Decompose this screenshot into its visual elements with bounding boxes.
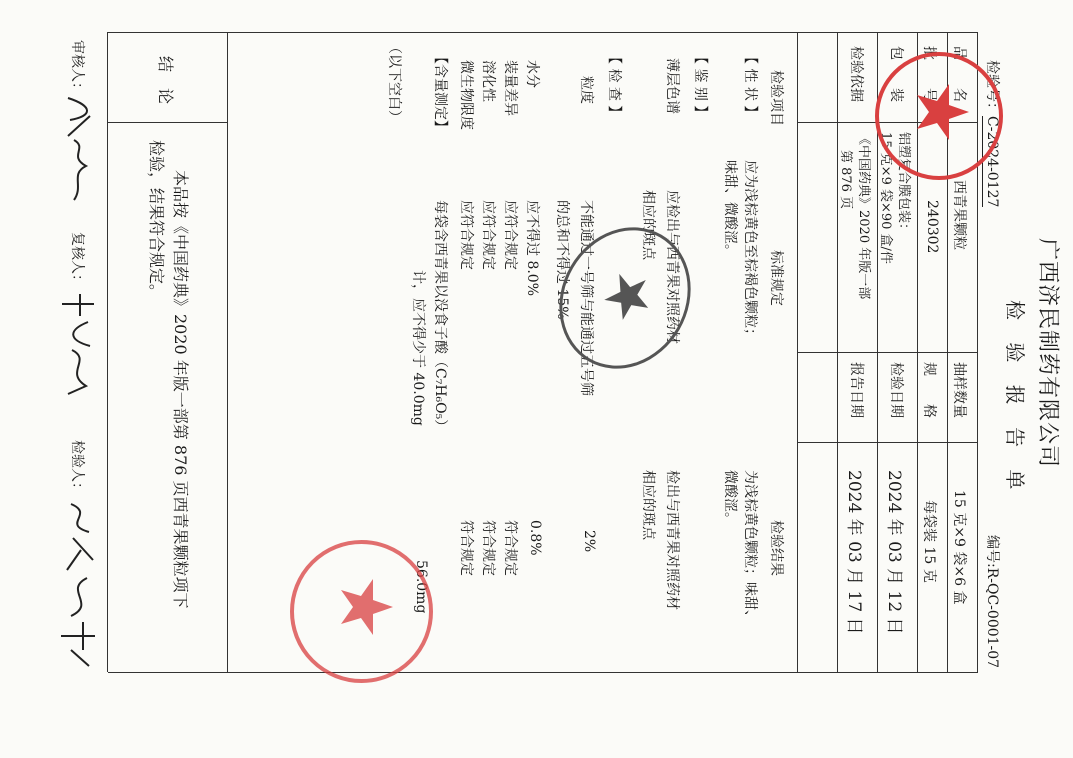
- row-divider: [227, 32, 228, 672]
- company-name: 广西济民制药有限公司: [1035, 238, 1060, 469]
- basis-line-2: 第 876 页: [838, 150, 853, 210]
- table-border-right: [108, 672, 978, 673]
- name-label: 品 名: [951, 46, 967, 102]
- sample-qty-value: 15 克×9 袋×6 盒: [951, 490, 967, 605]
- inspect-date-value: 2024 年 03 月 12 日: [884, 470, 904, 635]
- res-granularity: 2%: [581, 530, 597, 553]
- section-identification: 【 鉴 别 】: [692, 50, 708, 120]
- res-appearance-2: 微酸涩。: [722, 470, 738, 526]
- res-fill-diff: 符合规定: [502, 520, 518, 576]
- section-check: 【 检 查 】: [606, 50, 622, 120]
- res-tlc-2: 相应的斑点: [640, 470, 656, 540]
- spec-label: 规 格: [921, 362, 937, 418]
- conclusion-line-2: 检验，结果符合规定。: [147, 140, 166, 301]
- checker-signature: [52, 290, 98, 400]
- spec-value: 每袋装 15 克: [921, 500, 937, 583]
- pack-line-1: 铝塑复合膜包装：: [896, 132, 911, 237]
- section-assay: 【含量测定】: [432, 50, 448, 134]
- res-appearance-1: 为浅棕黄色颗粒；味甜、: [742, 470, 758, 624]
- table-border-bottom: [107, 32, 108, 672]
- std-solubility: 应符合规定: [480, 200, 496, 270]
- seal-star-icon: [883, 52, 1003, 172]
- item-microbe: 微生物限度: [458, 60, 474, 130]
- reviewer-signature-icon: [58, 96, 98, 206]
- batch-value: 240302: [924, 200, 940, 254]
- inspector-signature: [51, 500, 101, 670]
- checker-signature-icon: [58, 290, 98, 400]
- item-fill-diff: 装量差异: [502, 60, 518, 116]
- inspection-seal-bottom: [290, 540, 433, 683]
- item-moisture: 水分: [524, 60, 540, 88]
- col-divider: [798, 442, 978, 443]
- batch-label: 批 号: [921, 46, 937, 102]
- name-value: 西青果颗粒: [951, 180, 967, 250]
- res-microbe: 符合规定: [458, 520, 474, 576]
- std-tlc-1: 应检出与西青果对照药材: [664, 190, 680, 344]
- document-title: 检 验 报 告 单: [1003, 300, 1027, 498]
- std-microbe: 应符合规定: [458, 200, 474, 270]
- report-number: C-2024-0127: [984, 116, 1000, 208]
- std-granularity-1: 不能通过一号筛与能通过五号筛: [578, 200, 594, 396]
- basis-label: 检验依据: [848, 46, 864, 102]
- res-moisture: 0.8%: [527, 520, 543, 556]
- basis-line-1: 《中国药典》2020 年版一部: [856, 132, 871, 300]
- checker-label: 复核人：: [69, 232, 85, 288]
- std-granularity-2: 的总和不得过 15%: [554, 200, 570, 320]
- pack-line-2: 15 克×9 袋×90 盒/件: [878, 132, 893, 264]
- item-solubility: 溶化性: [480, 60, 496, 102]
- res-tlc-1: 检出与西青果对照药材: [664, 470, 680, 610]
- res-assay: 56.0mg: [413, 560, 429, 614]
- reviewer-label: 审核人：: [69, 40, 85, 96]
- conclusion-line-1: 本品按《中国药典》2020 年版一部第 876 页西青果颗粒项下: [171, 170, 190, 609]
- reviewer-signature: [52, 96, 98, 206]
- item-tlc: 薄层色谱: [664, 58, 680, 114]
- header-item: 检验项目: [768, 70, 784, 126]
- header-result: 检验结果: [768, 520, 784, 576]
- section-appearance: 【 性 状 】: [742, 50, 758, 120]
- std-assay-1: 每袋含西青果以没食子酸（C₇H₆O₅）: [432, 200, 448, 434]
- std-appearance-2: 味甜、微酸涩。: [722, 160, 738, 258]
- inspector-signature-icon: [57, 500, 101, 670]
- table-border-left: [108, 32, 978, 33]
- std-appearance-1: 应为浅棕黄色至棕褐色颗粒；: [742, 160, 758, 342]
- std-moisture: 应不得过 8.0%: [524, 200, 540, 297]
- form-number: 编号:R-QC-0001-07: [984, 535, 1000, 669]
- inspect-date-label: 检验日期: [888, 362, 904, 418]
- company-seal-top: [875, 52, 1003, 180]
- header-standard: 标准规定: [768, 250, 784, 306]
- seal-star-icon: [298, 540, 433, 675]
- std-fill-diff: 应符合规定: [502, 200, 518, 270]
- conclusion-label: 结 论: [156, 56, 175, 105]
- std-tlc-2: 相应的斑点: [640, 190, 656, 260]
- res-solubility: 符合规定: [480, 520, 496, 576]
- std-assay-2: 计，应不得少于 40.0mg: [410, 270, 426, 426]
- report-date-value: 2024 年 03 月 17 日: [844, 470, 864, 635]
- item-granularity: 粒度: [578, 76, 594, 104]
- report-date-label: 报告日期: [848, 362, 864, 418]
- sample-qty-label: 抽样数量: [951, 362, 967, 418]
- pack-label: 包 装: [888, 46, 904, 102]
- col-divider: [798, 352, 978, 353]
- blank-note: （以下空白）: [386, 40, 402, 124]
- inspector-label: 检验人：: [69, 440, 85, 496]
- report-number-label: 检验号：C-2024-0127: [984, 60, 1000, 208]
- col-divider: [108, 122, 228, 123]
